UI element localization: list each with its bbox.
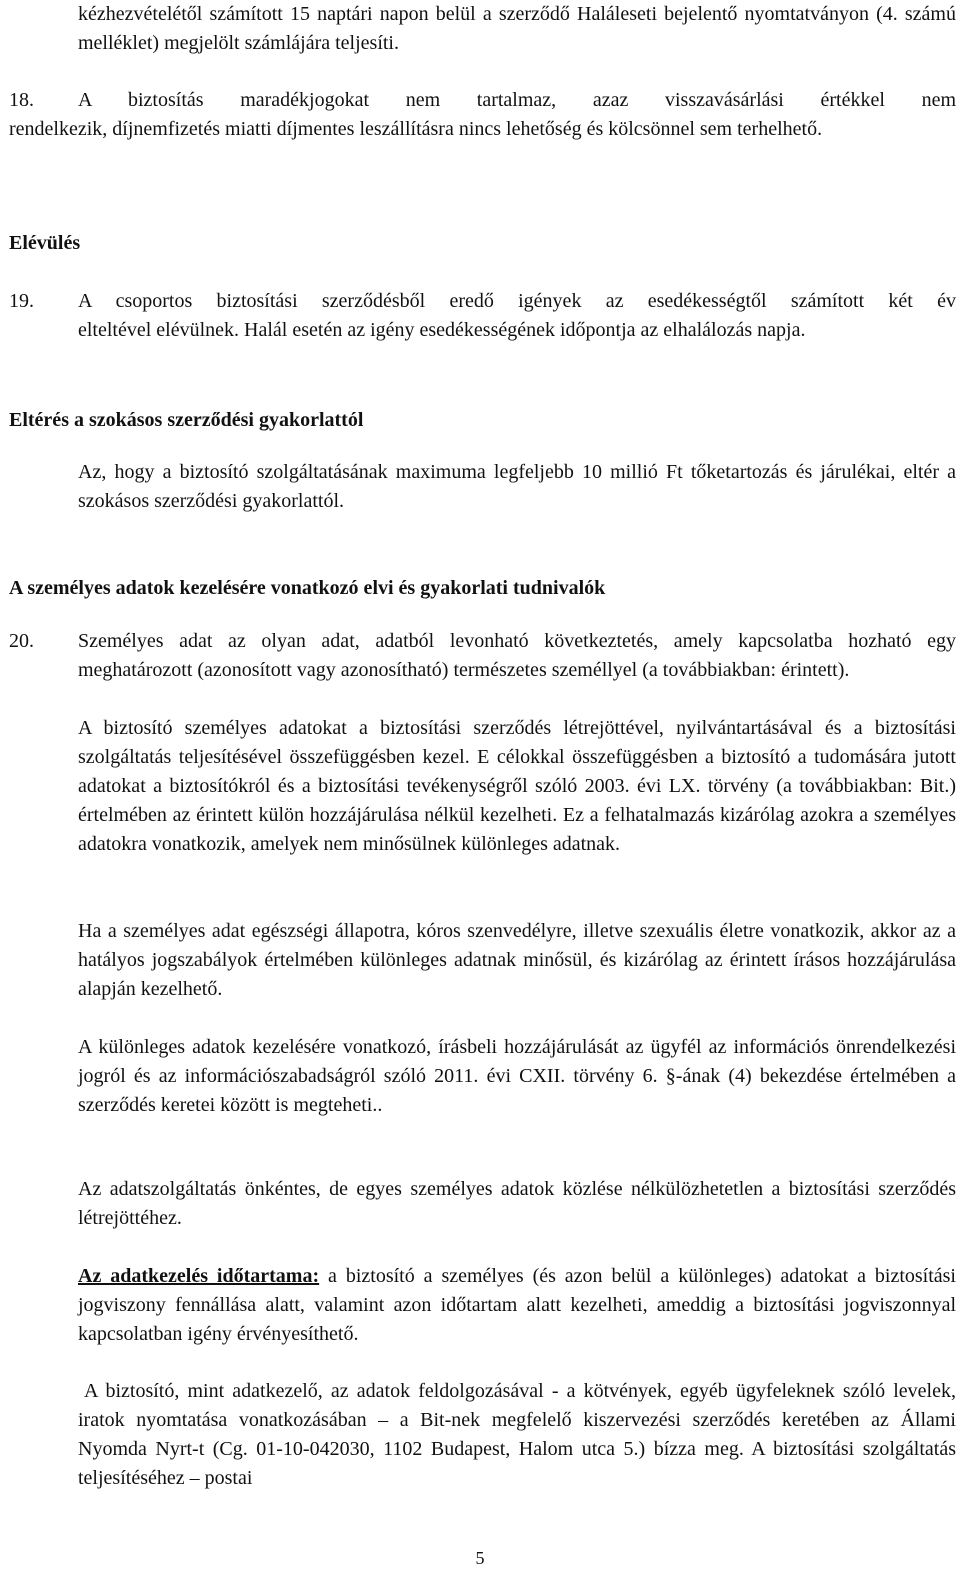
intro-paragraph: kézhezvételétől számított 15 naptári napon belül a szerződő Haláleseti bejelentő nyomtatványon (4. számú melléklet) megjelölt számlájára teljesíti. bbox=[78, 3, 956, 54]
heading-elevules: Elévülés bbox=[9, 232, 81, 254]
heading-elteres: Eltérés a szokásos szerződési gyakorlattól bbox=[9, 409, 364, 431]
heading-szemelyes-adatok: A személyes adatok kezelésére vonatkozó elvi és gyakorlati tudnivalók bbox=[9, 577, 606, 599]
paragraph-adatkezeles-idotartama bbox=[78, 1262, 956, 1349]
paragraph-19-rest: elteltével elévülnek. Halál esetén az igény esedékességének időpontja az elhalálozás napja. bbox=[78, 319, 806, 341]
paragraph-20-kezeles: A biztosító személyes adatokat a biztosítási szerződés létrejöttével, nyilvántartásával és a biztosítási szolgáltatás teljesítésével összefüggésben kezel. E célokkal összefüggésben a biztosító a tudomására jutott adatokat a biztosítókról és a biztosítási tevékenységről szóló 2003. évi LX. törvény (a továbbiakban: Bit.) értelmében az érintett külön hozzájárulása nélkül kezelheti. Ez a felhatalmazás kizárólag azokra a személyes adatokra vonatkozik, amelyek nem minősülnek különleges adatnak. bbox=[78, 717, 956, 855]
idotartam-text: a biztosító a személyes (és azon belül a különleges) adatokat a biztosítási jogviszony fennállása alatt, valamint azon időtartam alatt kezelheti, ameddig a biztosítási jogviszonnyal kapcsolatban igény érvényesíthető. bbox=[78, 1265, 956, 1345]
paragraph-20-definition: Személyes adat az olyan adat, adatból levonható következtetés, amely kapcsolatba hozható egy meghatározott (azonosított vagy azonosítható) természetes személlyel (a továbbiakban: érintett). bbox=[78, 630, 956, 681]
idotartam-label: Az adatkezelés időtartama: bbox=[78, 1265, 320, 1287]
item-number-19: 19. bbox=[9, 290, 34, 312]
paragraph-elteres: Az, hogy a biztosító szolgáltatásának maximuma legfeljebb 10 millió Ft tőketartozás és járulékai, eltér a szokásos szerződési gyakorlattól. bbox=[78, 461, 956, 512]
item-number-20: 20. bbox=[9, 630, 34, 652]
paragraph-18-rest: rendelkezik, díjnemfizetés miatti díjmentes leszállításra nincs lehetőség és kölcsönnel sem terhelhető. bbox=[9, 118, 823, 140]
paragraph-18-first-line: A biztosítás maradékjogokat nem tartalmaz, azaz visszavásárlási értékkel nem bbox=[78, 89, 956, 111]
paragraph-irasbeli-hozzajarulas: A különleges adatok kezelésére vonatkozó, írásbeli hozzájárulását az ügyfél az információs önrendelkezési jogról és az információszabadságról szóló 2011. évi CXII. törvény 6. §-ának (4) bekezdése értelmében a szerződés keretei között is megteheti.. bbox=[78, 1036, 956, 1116]
paragraph-adatszolgaltatas: Az adatszolgáltatás önkéntes, de egyes személyes adatok közlése nélkülözhetetlen a biztosítási szerződés létrejöttéhez. bbox=[78, 1178, 956, 1229]
paragraph-19-first-line: A csoportos biztosítási szerződésből eredő igények az esedékességtől számított két év bbox=[78, 290, 956, 312]
item-number-18: 18. bbox=[9, 89, 34, 111]
page-number: 5 bbox=[475, 1548, 485, 1568]
paragraph-kulonleges-adat: Ha a személyes adat egészségi állapotra, kóros szenvedélyre, illetve szexuális életre vonatkozik, akkor az a hatályos jogszabályok értelmében különleges adatnak minősül, és kizárólag az érintett írásos hozzájárulása alapján kezelhető. bbox=[78, 920, 956, 1000]
paragraph-adatfeldolgozo: A biztosító, mint adatkezelő, az adatok feldolgozásával - a kötvények, egyéb ügyfeleknek szóló levelek, iratok nyomtatása vonatkozásában – a Bit-nek megfelelő kiszervezési szerződés keretében az Állami Nyomda Nyrt-t (Cg. 01-10-042030, 1102 Budapest, Halom utca 5.) bízza meg. A biztosítási szolgáltatás teljesítéséhez – postai bbox=[78, 1380, 956, 1489]
